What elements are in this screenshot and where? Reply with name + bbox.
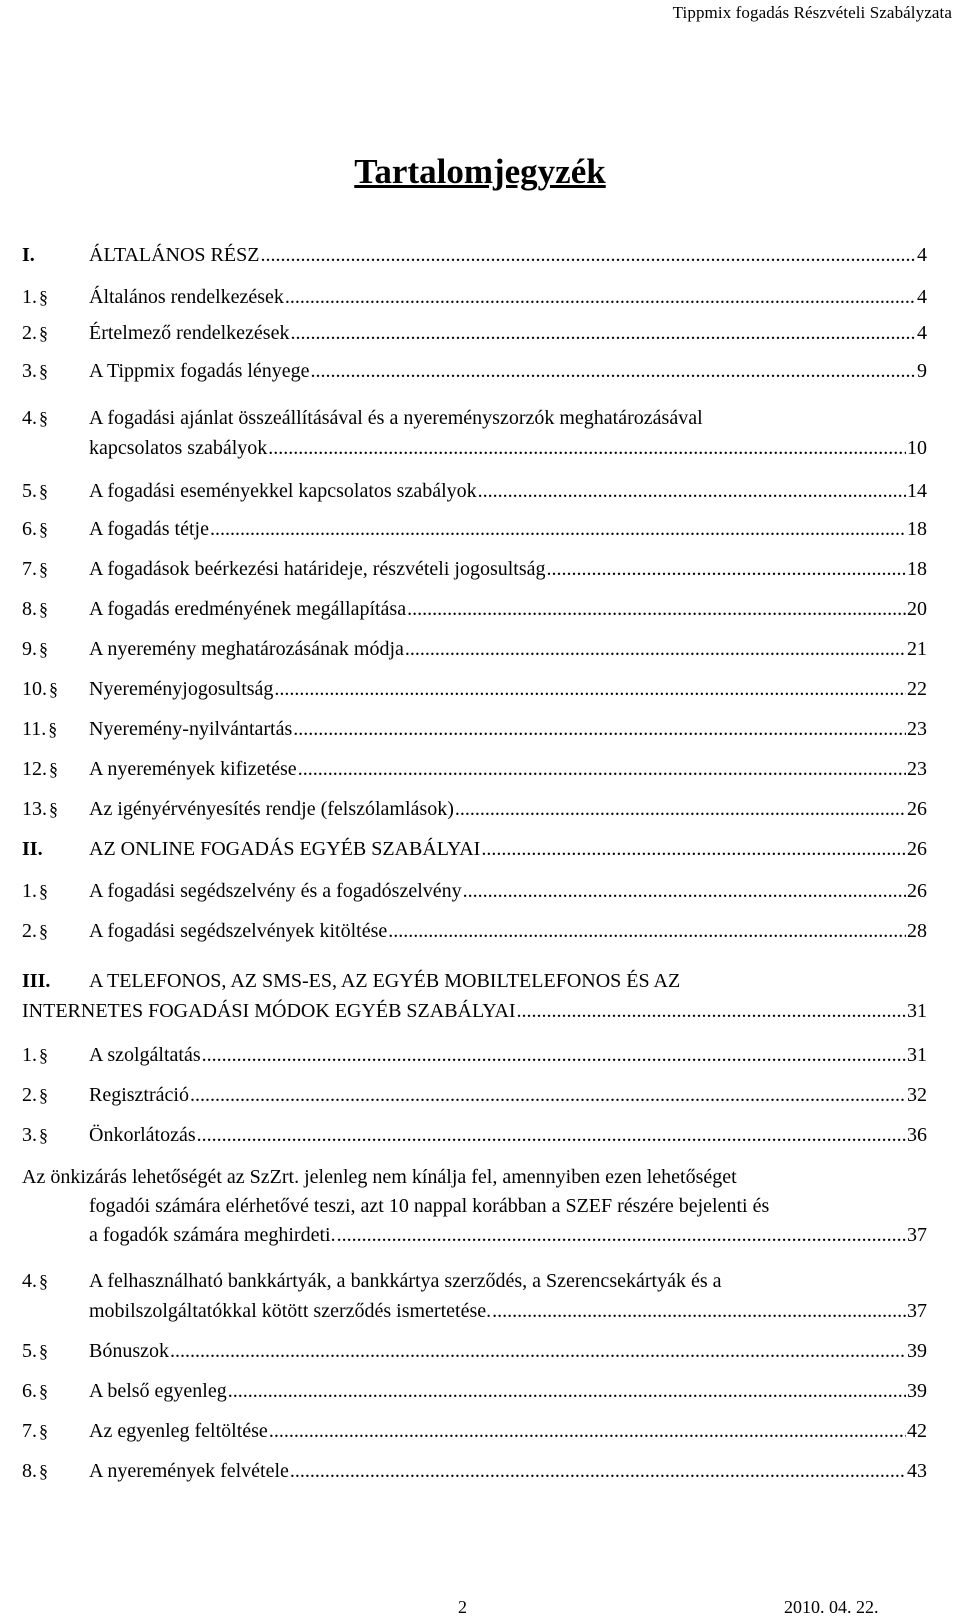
dot-leader [290, 322, 916, 344]
toc-entry-title: Az igényérvényesítés rendje (felszólamlások) [89, 798, 454, 820]
dot-leader [197, 1124, 906, 1146]
toc-entry-title: A nyeremények felvétele [89, 1460, 289, 1482]
dot-leader [492, 1300, 906, 1322]
toc-entry-page: 26 [907, 880, 927, 902]
toc-entry-title: a fogadók számára meghirdeti. [89, 1224, 336, 1246]
section-sign-icon: § [39, 1125, 48, 1145]
toc-entry-text-line: A fogadási ajánlat összeállításával és a nyereményszorzók meghatározásával [89, 407, 703, 429]
toc-entry-page: 18 [907, 558, 927, 580]
toc-entry-text-line: A felhasználható bankkártyák, a bankkártya szerződés, a Szerencsekártyák és a [89, 1270, 722, 1292]
section-sign-icon: § [39, 1045, 48, 1065]
dot-leader [274, 678, 906, 700]
toc-entry-page: 31 [907, 1000, 927, 1022]
section-sign-icon: § [49, 679, 58, 699]
toc-entry-page: 18 [907, 518, 927, 540]
dot-leader [455, 798, 906, 820]
toc-entry-number: 1. § [22, 1044, 48, 1066]
toc-entry-page: 37 [907, 1300, 927, 1322]
section-sign-icon: § [49, 759, 58, 779]
section-sign-icon: § [39, 408, 48, 428]
section-sign-icon: § [49, 799, 58, 819]
dot-leader [260, 244, 916, 266]
toc-entry-page: 37 [907, 1224, 927, 1246]
toc-entry-text-line: A TELEFONOS, AZ SMS-ES, AZ EGYÉB MOBILTELEFONOS ÉS AZ [89, 970, 681, 992]
toc-entry-number: 1. § [22, 286, 48, 308]
toc-entry-page: 43 [907, 1460, 927, 1482]
toc-entry-page: 42 [907, 1420, 927, 1442]
toc-entry-title: A belső egyenleg [89, 1380, 227, 1402]
section-sign-icon: § [39, 881, 48, 901]
section-sign-icon: § [39, 361, 48, 381]
toc-entry-title: A fogadási segédszelvény és a fogadószelvény [89, 880, 462, 902]
toc-entry-page: 22 [907, 678, 927, 700]
toc-entry-page: 21 [907, 638, 927, 660]
toc-entry-page: 23 [907, 758, 927, 780]
toc-entry-title: A Tippmix fogadás lényege [89, 360, 310, 382]
toc-entry-title: A nyeremények kifizetése [89, 758, 297, 780]
toc-entry-title: A fogadási eseményekkel kapcsolatos szabályok [89, 480, 477, 502]
section-sign-icon: § [39, 559, 48, 579]
dot-leader [298, 758, 906, 780]
toc-entry-page: 4 [917, 244, 927, 266]
toc-entry-page: 4 [917, 286, 927, 308]
dot-leader [337, 1224, 906, 1246]
toc-entry-title: INTERNETES FOGADÁSI MÓDOK EGYÉB SZABÁLYAI [22, 1000, 516, 1022]
section-sign-icon: § [39, 921, 48, 941]
toc-entry-number: 11. § [22, 718, 58, 740]
toc-entry-number: 12. § [22, 758, 58, 780]
toc-entry-number: 10. § [22, 678, 58, 700]
dot-leader [170, 1340, 906, 1362]
toc-entry-number: 13. § [22, 798, 58, 820]
toc-entry-title: mobilszolgáltatókkal kötött szerződés ismertetése. [89, 1300, 492, 1322]
section-sign-icon: § [39, 1461, 48, 1481]
toc-entry-title: Önkorlátozás [89, 1124, 196, 1146]
toc-entry-page: 32 [907, 1084, 927, 1106]
toc-entry-title: A fogadás tétje [89, 518, 209, 540]
dot-leader [311, 360, 916, 382]
toc-entry-number: II. [22, 838, 43, 860]
toc-entry-page: 28 [907, 920, 927, 942]
toc-entry-number: 2. § [22, 322, 48, 344]
toc-entry-number: 4. § [22, 407, 48, 429]
section-sign-icon: § [39, 1085, 48, 1105]
dot-leader [463, 880, 906, 902]
toc-entry-title: Bónuszok [89, 1340, 169, 1362]
dot-leader [407, 598, 906, 620]
toc-entry-title: A nyeremény meghatározásának módja [89, 638, 404, 660]
footer-date: 2010. 04. 22. [784, 1597, 879, 1617]
running-header: Tippmix fogadás Részvételi Szabályzata [672, 3, 952, 22]
section-sign-icon: § [39, 519, 48, 539]
section-sign-icon: § [48, 719, 58, 739]
toc-entry-number: III. [22, 970, 51, 992]
dot-leader [290, 1460, 906, 1482]
toc-entry-page: 39 [907, 1380, 927, 1402]
dot-leader [481, 838, 906, 860]
dot-leader [285, 286, 916, 308]
toc-entry-text-line: Az önkizárás lehetőségét az SzZrt. jelenleg nem kínálja fel, amennyiben ezen lehetőséget [22, 1166, 737, 1188]
dot-leader [269, 1420, 906, 1442]
toc-entry-number: 3. § [22, 360, 48, 382]
dot-leader [293, 718, 906, 740]
toc-entry-page: 4 [917, 322, 927, 344]
dot-leader [478, 480, 906, 502]
toc-entry-title: Nyereményjogosultság [89, 678, 274, 700]
toc-entry-page: 26 [907, 798, 927, 820]
dot-leader [190, 1084, 906, 1106]
page-number: 2 [458, 1597, 467, 1617]
toc-entry-number: 3. § [22, 1124, 48, 1146]
dot-leader [210, 518, 906, 540]
toc-entry-number: 2. § [22, 920, 48, 942]
toc-entry-title: Az egyenleg feltöltése [89, 1420, 268, 1442]
toc-entry-title: Általános rendelkezések [89, 286, 284, 308]
toc-entry-title: kapcsolatos szabályok [89, 437, 268, 459]
toc-entry-page: 9 [917, 360, 927, 382]
section-sign-icon: § [39, 287, 48, 307]
toc-entry-number: 5. § [22, 480, 48, 502]
page-title: Tartalomjegyzék [354, 152, 606, 191]
dot-leader [202, 1044, 906, 1066]
toc-entry-number: 2. § [22, 1084, 48, 1106]
toc-entry-title: Regisztráció [89, 1084, 189, 1106]
dot-leader [228, 1380, 906, 1402]
section-sign-icon: § [39, 599, 48, 619]
toc-entry-number: I. [22, 244, 35, 266]
toc-entry-title: Értelmező rendelkezések [89, 322, 290, 344]
toc-entry-title: A szolgáltatás [89, 1044, 201, 1066]
toc-entry-number: 9. § [22, 638, 48, 660]
toc-entry-page: 10 [907, 437, 927, 459]
toc-entry-page: 23 [907, 718, 927, 740]
section-sign-icon: § [39, 1381, 48, 1401]
toc-entry-number: 6. § [22, 1380, 48, 1402]
toc-entry-page: 14 [907, 480, 927, 502]
toc-entry-number: 8. § [22, 1460, 48, 1482]
toc-entry-number: 5. § [22, 1340, 48, 1362]
toc-entry-number: 7. § [22, 1420, 48, 1442]
toc-entry-page: 39 [907, 1340, 927, 1362]
dot-leader [388, 920, 906, 942]
section-sign-icon: § [39, 639, 48, 659]
toc-entry-number: 8. § [22, 598, 48, 620]
dot-leader [547, 558, 907, 580]
toc-entry-page: 20 [907, 598, 927, 620]
toc-entry-page: 31 [907, 1044, 927, 1066]
toc-entry-page: 36 [907, 1124, 927, 1146]
toc-entry-title: A fogadás eredményének megállapítása [89, 598, 407, 620]
toc-entry-page: 26 [907, 838, 927, 860]
section-sign-icon: § [39, 1271, 48, 1291]
section-sign-icon: § [39, 323, 48, 343]
toc-entry-title: Nyeremény-nyilvántartás [89, 718, 293, 740]
toc-entry-number: 4. § [22, 1270, 48, 1292]
toc-entry-title: AZ ONLINE FOGADÁS EGYÉB SZABÁLYAI [89, 838, 481, 860]
toc-entry-title: A fogadások beérkezési határideje, részvételi jogosultság [89, 558, 546, 580]
dot-leader [268, 437, 906, 459]
toc-entry-number: 1. § [22, 880, 48, 902]
section-sign-icon: § [39, 1421, 48, 1441]
toc-entry-number: 7. § [22, 558, 48, 580]
dot-leader [405, 638, 906, 660]
section-sign-icon: § [39, 481, 48, 501]
toc-entry-title: A fogadási segédszelvények kitöltése [89, 920, 388, 942]
toc-entry-number: 6. § [22, 518, 48, 540]
toc-entry-title: ÁLTALÁNOS RÉSZ [89, 244, 260, 266]
section-sign-icon: § [39, 1341, 48, 1361]
toc-entry-text-line: fogadói számára elérhetővé teszi, azt 10 nappal korábban a SZEF részére bejelenti és [89, 1195, 770, 1217]
dot-leader [517, 1000, 906, 1022]
